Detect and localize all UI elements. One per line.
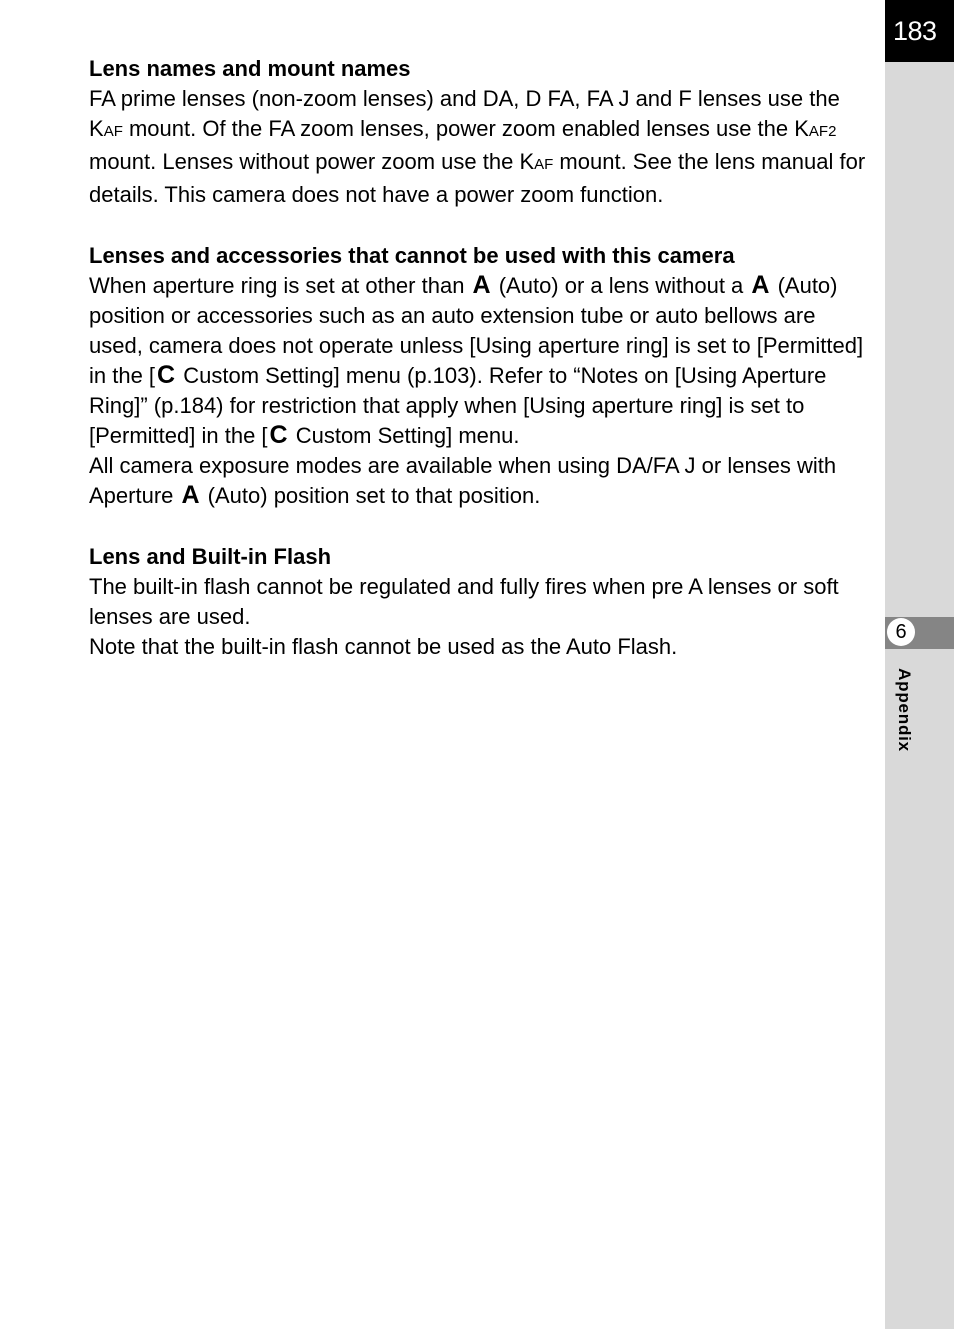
chapter-label: Appendix xyxy=(895,668,914,752)
section-body xyxy=(89,451,869,511)
chapter-sidebar xyxy=(885,0,954,1329)
text-run: mount. Lenses without power zoom use the K xyxy=(89,149,535,175)
section-body: Note that the built-in flash cannot be used as the Auto Flash. xyxy=(89,633,678,659)
text-run: mount. See the lens manual for details. This camera does not have a power zoom function. xyxy=(89,149,866,208)
section-built-in-flash xyxy=(89,542,869,662)
mount-subscript: AF xyxy=(534,156,554,174)
text-run: (Auto) position set to that position. xyxy=(201,483,541,509)
text-run: mount. Of the FA zoom lenses, power zoom enabled lenses use the K xyxy=(122,116,809,142)
text-run: All camera exposure modes are available when using DA/FA J or lenses with Aperture xyxy=(89,453,837,509)
chapter-number: 6 xyxy=(887,618,915,646)
section-body xyxy=(89,84,869,210)
auto-mode-icon: A xyxy=(472,270,491,299)
auto-mode-icon: A xyxy=(181,481,200,510)
custom-setting-icon: C xyxy=(269,421,288,450)
mount-subscript: AF xyxy=(103,123,123,141)
text-run: Custom Setting] menu. xyxy=(289,423,520,449)
text-run: Custom Setting] menu (p.103). Refer to “Notes on [Using Aperture Ring]” (p.184) for restriction that apply when [Using aperture ring] is set to [Permitted] in the [ xyxy=(89,362,827,449)
page-number: 183 xyxy=(885,0,954,62)
section-heading: Lenses and accessories that cannot be used with this camera xyxy=(89,242,735,268)
custom-setting-icon: C xyxy=(157,360,176,389)
section-incompatible-lenses xyxy=(89,241,869,512)
section-heading: Lens names and mount names xyxy=(89,56,411,81)
page-content xyxy=(89,54,869,692)
text-run: FA prime lenses (non-zoom lenses) and DA, D FA, FA J and F lenses use the K xyxy=(89,86,840,142)
mount-subscript: AF2 xyxy=(808,123,837,141)
section-body: The built-in flash cannot be regulated and fully fires when pre A lenses or soft lenses are used. xyxy=(89,573,839,629)
section-lens-names xyxy=(89,54,869,210)
section-heading: Lens and Built-in Flash xyxy=(89,543,332,569)
auto-mode-icon: A xyxy=(751,270,770,299)
text-run: When aperture ring is set at other than xyxy=(89,272,471,298)
text-run: (Auto) position or accessories such as an auto extension tube or auto bellows are used, camera does not operate unless [Using aperture ring] is set to [Permitted] in the [ xyxy=(89,272,864,388)
section-body xyxy=(89,271,869,452)
text-run: (Auto) or a lens without a xyxy=(492,272,750,298)
